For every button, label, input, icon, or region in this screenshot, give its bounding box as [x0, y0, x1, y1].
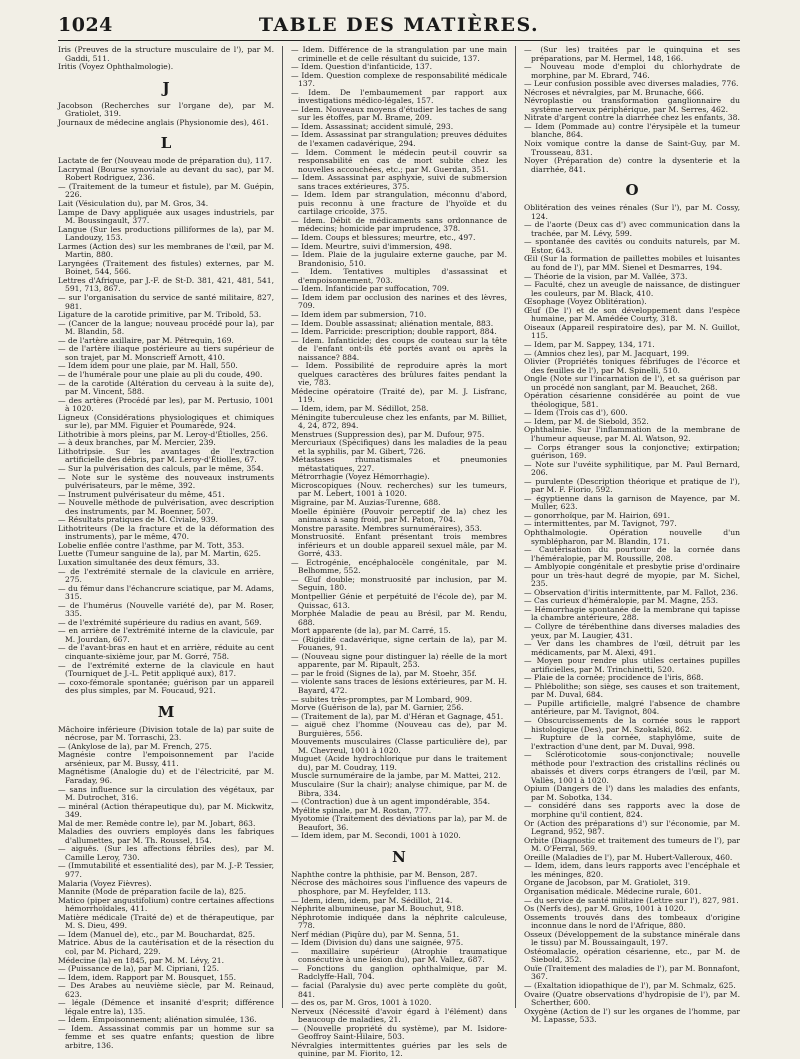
index-entry: — Cautérisation du pourtour de la cornée dans l'héméralopie, par M. Roussille, 208. [524, 545, 740, 563]
index-entry: Organisation médicale. Médecine rurale, 601. [524, 886, 702, 896]
index-entry: Larmes (Action des) sur les membranes de l'œil, par M. Martin, 880. [58, 241, 274, 260]
index-entry: — (Traitement de la), par M. d'Héran et Gagnage, 451. [291, 711, 504, 721]
index-entry: Œuf (De l') et de son développement dans l'espèce humaine, par M. Amédée Courty, 318. [524, 305, 740, 324]
index-entry: — Idem. Infanticide; des coups de couteau sur la tête de l'enfant ont-ils été portés avant ou après la naissance? 884. [291, 335, 507, 362]
index-entry: — Pupille artificielle, malgré l'absence de chambre antérieure, par M. Tavignot, 804. [524, 698, 740, 717]
index-entry: — Faculté, chez un aveugle de naissance, de distinguer les couleurs, par M. Black, 410. [524, 280, 740, 298]
index-entry: — Idem (Pommade au) contre l'érysipèle et la tumeur blanche, 864. [524, 121, 740, 140]
index-entry: Organe de Jacobson, par M. Gratiolet, 319. [524, 878, 691, 888]
index-entry: Mal de mer. Remède contre le), par M. Jobart, 863. [58, 818, 256, 828]
index-entry: — (Contraction) due à un agent impondérable, 354. [291, 797, 491, 807]
index-entry: Médecine opératoire (Traité de), par M. J. Lisfranc, 119. [291, 386, 507, 405]
index-entry: — aiguës. (Sur les affections fébriles des), par M. Camille Leroy, 730. [58, 844, 274, 862]
index-entry: Noix vomique contre la danse de Saint-Guy, par M. Trousseau, 831. [524, 139, 740, 157]
index-entry: Ostéomalacie, opération césarienne, etc., par M. de Siebold, 352. [524, 946, 740, 965]
index-entry: — (Amnios chez les), par M. Jacquart, 199. [524, 348, 690, 358]
index-entry: Métastases rhumatismales et pneumonies métastatiques, 227. [291, 455, 507, 473]
index-entry: Naphthe contre la phthisie, par M. Benson, 287. [291, 869, 478, 879]
index-entry: — du service de santé militaire (Lettre sur l'), 827, 981. [524, 895, 739, 905]
index-entry: Lobelie enflée contre l'asthme, par M. Tott, 353. [58, 540, 245, 550]
index-entry: — Corps étranger sous la conjonctive; extirpation; guérison, 169. [524, 442, 740, 461]
index-entry: Oiseaux (Appareil respiratoire des), par M. N. Guillot, 115. [524, 322, 740, 341]
index-entry: — Idem, idem, dans leurs rapports avec l'encéphale et les méninges, 820. [524, 861, 740, 879]
index-entry: — Idem. Assassinat commis par un homme sur sa femme et ses quatre enfants; question de libre arbitre, 136. [58, 1023, 274, 1050]
index-entry: — Idem (Manuel de), etc., par M. Bouchardat, 825. [58, 929, 256, 939]
index-entry: — Idem (Division du) dans une saignée, 975. [291, 938, 464, 948]
index-entry: — Idem. Empoisonnement; aliénation simulée, 136. [58, 1015, 257, 1025]
section-letter: N [392, 847, 406, 866]
index-entry: Nitrate d'argent contre la diarrhée chez les enfants, 38. [524, 113, 740, 123]
index-entry: — (Nouvelle propriété du système), par M. Isidore-Geoffroy Saint-Hilaire, 503. [291, 1023, 507, 1042]
index-entry: — Note sur le système des nouveaux instruments pulvérisateurs, par le même, 392. [58, 472, 274, 491]
index-entry: — sur l'organisation du service de santé militaire, 827, 981. [58, 293, 274, 311]
index-entry: Nerf médian (Piqûre du), par M. Senna, 51. [291, 929, 460, 939]
index-entry: Iris (Preuves de la structure musculaire de l'), par M. Gaddi, 511. [58, 45, 274, 63]
index-entry: Lacrymal (Bourse synoviale au devant du sac), par M. Robert Rodriguez, 236. [58, 164, 274, 183]
index-entry: — de l'humérus (Nouvelle variété de), par M. Roser, 335. [58, 600, 274, 619]
index-entry: — minéral (Action thérapeutique du), par M. Mickwitz, 349. [58, 801, 274, 820]
index-entry: — Idem idem, par M. Secondi, 1001 à 1020. [291, 831, 461, 841]
index-entry: Muguet (Acide hydrochlorique pur dans le traitement du), par M. Coudray, 119. [291, 754, 507, 772]
index-entry: — de l'artère axillaire, par M. Pétrequin, 169. [58, 335, 234, 345]
index-entry: — (Sur les) traitées par le quinquina et ses préparations, par M. Hermel, 148, 166. [524, 45, 740, 63]
index-entry: Morve (Guérison de la), par M. Garnier, 256. [291, 703, 464, 713]
index-entry: — Idem, idem. Rapport par M. Bousquet, 155. [58, 972, 237, 982]
header-rule [58, 40, 740, 41]
index-entry: Lithotriteurs (De la fracture et de la déformation des instruments), par le même, 470. [58, 523, 274, 542]
index-entry: — Idem. Plaie de la jugulaire externe gauche, par M. Brandonisio, 510. [291, 250, 507, 268]
index-entry: — Idem idem par submersion, 710. [291, 309, 427, 319]
index-entry: — de l'extrémité externe de la clavicule en haut (Tourniquet de J.-L. Petit appliqué aux), 817. [58, 660, 274, 679]
index-entry: Métrorrhagie (Voyez Hémorrhagie). [291, 472, 430, 482]
index-entry: — Fonctions du ganglion ophthalmique, par M. Radclyffe-Hall, 704. [291, 963, 507, 982]
index-entry: — subites très-promptes, par M Lombard, 909. [291, 694, 473, 704]
index-entry: — Amblyopie congénitale et presbytie prise d'ordinaire pour un très-haut degré de myopie, par M. Sichel, 235. [524, 562, 740, 589]
index-entry: — (Puissance de la), par M. Cipriani, 125. [58, 964, 220, 974]
index-entry: — Idem. Coups et blessures; meurtre, etc., 497. [291, 233, 476, 243]
index-entry: Nerveux (Nécessité d'avoir égard à l'élément) dans beaucoup de maladies, 21. [291, 1006, 507, 1025]
index-entry: Lactate de fer (Nouveau mode de préparation du), 117. [58, 156, 272, 166]
page-header [58, 12, 740, 40]
index-entry: Médecine (la) en 1845, par M. M. Lévy, 21. [58, 955, 225, 965]
index-entry: Malaria (Voyez Fièvres). [58, 878, 152, 888]
index-entry: Matière médicale (Traité de) et de thérapeutique, par M. S. Dieu, 499. [58, 912, 274, 931]
section-letter: M [157, 702, 175, 721]
index-entry: Magnésie contre l'empoisonnement par l'acide arsénieux, par M. Bussy, 411. [58, 750, 274, 768]
index-entry: — Idem. Comment le médecin peut-il couvrir sa responsabilité en cas de mort subite chez les nouvelles accouchées, etc.; par M. Guerdan, 351. [291, 147, 507, 174]
index-entry: — (Cancer de la langue; nouveau procédé pour la), par M. Blandin, 58. [58, 318, 274, 337]
index-entry: — Idem. Débit de médicaments sans ordonnance de médecins; homicide par imprudence, 378. [291, 215, 507, 234]
page-title: TABLE DES MATIÈRES. [258, 14, 540, 36]
index-entry: — sans influence sur la circulation des végétaux, par M. Dutrochet, 316. [58, 784, 274, 803]
index-entry: Muscle surnuméraire de la jambe, par M. Mattei, 212. [291, 771, 501, 781]
index-entry: — Idem idem par occlusion des narines et des lèvres, 709. [291, 292, 507, 311]
index-entry: — Phlébolithe; son siège, ses causes et son traitement, par M. Duval, 684. [524, 681, 740, 700]
index-entry: Maladies des ouvriers employés dans les fabriques d'allumettes, par M. Th. Roussel, 154. [58, 827, 274, 845]
index-entry: — de l'aorte (Deux cas d') avec communication dans la trachée, par M. Lévy, 599. [524, 220, 740, 238]
index-entry: — Œuf double; monstruosité par inclusion, par M. Seguin, 180. [291, 574, 507, 593]
index-entry: — Des Arabes au neuvième siècle, par M. Reinaud, 623. [58, 981, 274, 999]
index-entry: — de l'avant-bras en haut et en arrière, réduite au cent cinquante-sixième jour, par M. Gorré, 758. [58, 643, 274, 661]
index-entry: — Ver dans les chambres de l'œil, détruit par les médicaments, par M. Alexi, 491. [524, 639, 740, 657]
index-entry: — des artères (Procédé par les), par M. Pertusio, 1001 à 1020. [58, 395, 274, 414]
section-letter: L [160, 134, 172, 153]
index-entry: Mort apparente (de la), par M. Carré, 15. [291, 626, 451, 636]
index-entry: — Idem. Question d'infanticide, 137. [291, 62, 433, 72]
index-entry: — Idem. De l'embaumement par rapport aux investigations médico-légales, 157. [291, 87, 507, 106]
index-entry: Langue (Sur les productions pilliformes de la), par M. Landouzy, 153. [58, 224, 274, 243]
index-entry: Opium (Dangers de l') dans les maladies des enfants, par M. Sobotka, 134. [524, 784, 740, 802]
index-entry: — par le froid (Signes de la), par M. Stoehr, 35f. [291, 668, 477, 678]
index-entry: Méningite tuberculeuse chez les enfants, par M. Billiet, 4, 24, 872, 894. [291, 412, 507, 431]
index-entry: Ongle (Note sur l'incarnation de l'), et sa guérison par un procédé non sanglant, par M. Beauchet, 268. [524, 374, 740, 392]
index-entry: Oreille (Maladies de l'), par M. Hubert-Valleroux, 460. [524, 852, 733, 862]
index-entry: Moelle épinière (Pouvoir perceptif de la) chez les animaux à sang froid, par M. Paton, 704. [291, 506, 507, 525]
index-entry: Morphée Maladie de peau au Brésil, par M. Rendu, 688. [291, 609, 507, 627]
index-entry: — Idem. Possibilité de reproduire après la mort quelques caractères des brûlures faites pendant la vie, 783. [291, 361, 507, 388]
index-entry: — considéré dans ses rapports avec la dose de morphine qu'il contient, 824. [524, 801, 740, 820]
index-entry: Orbite (Diagnostic et traitement des tumeurs de l'), par M. O'Ferral, 569. [524, 835, 740, 854]
index-entry: Mannite (Mode de préparation facile de la), 825. [58, 887, 246, 897]
index-entry: — Idem. Nouveaux moyens d'étudier les taches de sang sur les étoffes, par M. Brame, 209. [291, 104, 507, 123]
index-entry: Osseux (Développement de la substance minérale dans le tissu) par M. Boussaingault, 197. [524, 929, 740, 948]
index-entry: — Scléroticotomie sous-conjonctivale; nouvelle méthode pour l'extraction des cristallins réclinés ou abaissés et divers corps étrangers de l'œil, par M. Vallès, 1001 à 1020. [524, 750, 740, 785]
index-entry: — en arrière de l'extrémité interne de la clavicule, par M. Jourdan, 667. [58, 626, 274, 644]
index-entry: — gonorrhoïque, par M. Hairion, 691. [524, 510, 670, 520]
index-entry: — coxo-fémorale spontanée; guérison par un appareil des plus simples, par M. Foucaud, 921. [58, 677, 274, 696]
section-letter: O [625, 181, 639, 200]
index-entry: — Sur la pulvérisation des calculs, par le même, 354. [58, 463, 264, 473]
index-entry: — Idem. Assassinat par asphyxie, suivi de submersion sans traces extérieures, 375. [291, 173, 507, 191]
index-entry: — intermittentes, par M. Tavignot, 797. [524, 519, 677, 529]
index-entry: — (Exaltation idiopathique de l'), par M. Schmalz, 625. [524, 980, 736, 990]
index-entry: — Idem, par M. de Siebold, 352. [524, 416, 649, 426]
index-column-3 [524, 45, 740, 1025]
index-entry: — purulente (Description théorique et pratique de l'), par M. F. Fiorio, 592. [524, 476, 740, 495]
index-entry: — Idem idem pour une plaie, par M. Hall, 550. [58, 361, 238, 371]
index-entry: — du fémur dans l'échancrure sciatique, par M. Adams, 315. [58, 583, 274, 602]
column-separator [282, 46, 283, 1008]
index-entry: — Théorie de la vision, par M. Vallée, 373. [524, 271, 688, 281]
index-entry: Montpellier Génie et perpétuité de l'école de), par M. Quissac, 613. [291, 592, 507, 610]
index-entry: — Idem, par M. Sappey, 134, 171. [524, 339, 655, 349]
index-entry: Lithotribie à mors pleins, par M. Leroy-d'Étiolles, 256. [58, 429, 268, 439]
index-entry: Ouïe (Traitement des maladies de l'), par M. Bonnafont, 367. [524, 963, 740, 982]
index-entry: — (Nouveau signe pour distinguer la) réelle de la mort apparente, par M. Ripault, 253. [291, 651, 507, 670]
index-entry: Musculaire (Sur la chair); analyse chimique, par M. de Bibra, 334. [291, 780, 507, 798]
index-entry: Oxygène (Action de l') sur les organes de l'homme, par M. Lapasse, 533. [524, 1006, 740, 1025]
index-entry: Luette (Tumeur sanguine de la), par M. Martin, 625. [58, 549, 261, 559]
index-entry: Mercuriaux (Spécifiques) dans les maladies de la peau et la syphilis, par M. Gibert, 726. [291, 438, 507, 456]
index-entry: Myélite spinale, par M. Rostan, 777. [291, 805, 432, 815]
index-entry: Microscopiques (Nouv. recherches) sur les tumeurs, par M. Lebert, 1001 à 1020. [291, 480, 507, 499]
index-entry: Lampe de Davy appliquée aux usages industriels, par M. Boussingault, 377. [58, 207, 274, 226]
index-entry: — de l'humérale pour une plaie au pli du coude, 490. [58, 369, 263, 379]
column-separator [515, 46, 516, 1008]
index-entry: Mouvements musculaires (Classe particulière de), par M. Chevreul, 1001 à 1020. [291, 737, 507, 755]
index-entry: — Rupture de la cornée, staphylôme, suite de l'extraction d'une dent, par M. Duval, 998. [524, 733, 740, 751]
index-entry: — Idem. Différence de la strangulation par une main criminelle et de celle résultant du suicide, 137. [291, 45, 507, 63]
index-entry: Olivier (Propriétés toniques fébrifuges de l'écorce et des feuilles de l'), par M. Spinelli, 510. [524, 357, 740, 375]
index-entry: — égyptienne dans la garnison de Mayence, par M. Muller, 623. [524, 493, 740, 512]
index-entry: — Instrument pulvérisateur du même, 451. [58, 489, 225, 499]
index-entry: Ligneux (Considérations physiologiques et chimiques sur le), par MM. Figuier et Poumarède, 924. [58, 412, 274, 431]
index-entry: — aiguë chez l'homme (Nouveau cas de), par M. Burguières, 556. [291, 720, 507, 738]
index-entry: — facial (Paralysie du) avec perte complète du goût, 841. [291, 980, 507, 999]
index-entry: Névroplastie ou transformation ganglionnaire du système nerveux périphérique, par M. Serres, 462. [524, 96, 740, 114]
index-entry: Nécrose des mâchoires sous l'influence des vapeurs de phosphore, par M. Heyfelder, 113. [291, 878, 507, 896]
index-entry: — de la carotide (Altération du cerveau à la suite de), par M. Vincent, 588. [58, 378, 274, 397]
index-entry: — violente sans traces de lésions extérieures, par M. H. Bayard, 472. [291, 677, 507, 696]
index-entry: — Idem, idem, idem, par M. Sédillot, 214. [291, 895, 453, 905]
index-entry: — Hémorrhagie spontanée de la membrane qui tapisse la chambre antérieure, 288. [524, 604, 740, 623]
index-entry: Migraine, par M. Auzias-Turenne, 688. [291, 497, 441, 507]
index-entry: — Idem. Parricide: prescription; double rapport, 884. [291, 327, 497, 337]
index-entry: Névralgies intermittentes guéries par les sels de quinine, par M. Fiorito, 12. [291, 1040, 507, 1059]
index-column-1 [58, 45, 274, 1050]
index-entry: Monstre parasite. Membres surnuméraires), 353. [291, 523, 482, 533]
index-entry: — spontanée des cavités ou conduits naturels, par M. Estor, 643. [524, 237, 740, 255]
index-entry: Œil (Sur la formation de paillettes mobiles et luisantes au fond de l'), par MM. Sienel et Desmarres, 194. [524, 254, 740, 273]
index-entry: — Plaie de la cornée; procidence de l'iris, 868. [524, 673, 704, 683]
index-entry: — Collyre de térébenthine dans diverses maladies des yeux, par M. Laugier, 431. [524, 622, 740, 640]
index-entry: Magnétisme (Analogie du) et de l'électricité, par M. Faraday, 96. [58, 767, 274, 786]
index-entry: Ophthalmologie. Opération nouvelle d'un symblépharon, par M. Blandin, 171. [524, 527, 740, 546]
index-entry: — de l'extrémité supérieure du radius en avant, 569. [58, 617, 262, 627]
index-entry: — Idem. Infanticide par suffocation, 709. [291, 284, 450, 294]
index-entry: — des os, par M. Gros, 1001 à 1020. [291, 998, 432, 1008]
index-entry: Oblitération des veines rénales (Sur l'), par M. Cossy, 124. [524, 203, 740, 221]
index-entry: — Obscurcissements de la cornée sous le rapport histologique (Des), par M. Szokalski, 862. [524, 716, 740, 734]
index-entry: — Idem. Assassinat par strangulation; preuves déduites de l'examen cadavérique, 294. [291, 130, 507, 149]
index-entry: Ophthalmie. Sur l'inflammation de la membrane de l'humeur aqueuse, par M. Al. Watson, 92. [524, 425, 740, 443]
index-entry: — (Traitement de la tumeur et fistule), par M. Guépin, 226. [58, 181, 274, 200]
index-entry: — Ectrogénie, encéphalocèle congénitale, par M. Belhomme, 552. [291, 557, 507, 576]
index-entry: Myotomie (Traitement des déviations par la), par M. de Beaufort, 36. [291, 814, 507, 832]
index-entry: — légale (Démence et insanité d'esprit; différence légale entre la), 135. [58, 998, 274, 1016]
index-entry: — de l'extrémité sternale de la clavicule en arrière, 275. [58, 566, 274, 585]
index-entry: Néphrotomie indiquée dans la néphrite calculeuse, 778. [291, 912, 507, 931]
index-entry: — Leur confusion possible avec diverses maladies, 776. [524, 79, 739, 89]
index-entry: — Idem. Question complexe de responsabilité médicale 137. [291, 70, 507, 89]
index-column-2 [291, 45, 507, 1059]
index-entry: Monstruosité. Enfant présentant trois membres inférieurs et un double appareil sexuel mâle, par M. Gorré, 433. [291, 532, 507, 559]
index-entry: Menstrues (Suppression des), par M. Dufour, 975. [291, 429, 485, 439]
index-entry: Néphrite albumineuse, par M. Bouchut, 918. [291, 904, 464, 914]
index-entry: — Nouvelle méthode de pulvérisation, avec description des instruments, par M. Boenner, 507. [58, 498, 274, 516]
index-entry: Laryngées (Traitement des fistules) externes, par M. Boinet, 544, 566. [58, 258, 274, 277]
index-entry: — Idem. Tentatives multiples d'assassinat et d'empoisonnement, 703. [291, 267, 507, 285]
index-entry: Opération césarienne considérée au point de vue théologique, 581. [524, 391, 740, 409]
index-entry: — maxillaire supérieur (Atrophie traumatique consécutive à une lésion du), par M. Vallez, 687. [291, 946, 507, 965]
index-entry: Ligature de la carotide primitive, par M. Tribold, 53. [58, 310, 262, 320]
index-entry: — (Rigidité cadavérique, signe certain de la), par M. Fouanes, 91. [291, 634, 507, 653]
index-entry: Matrice. Abus de la cautérisation et de la résection du col, par M. Pichard, 229. [58, 938, 274, 956]
index-entry: — Idem. Meurtre, suivi d'immersion, 498. [291, 241, 452, 251]
index-entry: — Résultats pratiques de M. Civiale, 939. [58, 515, 218, 525]
section-letter: J [162, 78, 170, 97]
index-entry: — Idem. Double assassinat; aliénation mentale, 883. [291, 318, 494, 328]
index-entry: Nécroses et névralgies, par M. Brunache, 666. [524, 87, 704, 97]
index-entry: — (Ankylose de la), par M. French, 275. [58, 741, 212, 751]
index-entry: Luxation simultanée des deux fémurs, 33. [58, 557, 220, 567]
index-entry: Lithotripsie. Sur les avantages de l'extraction artificielle des débris, par M. Leroy-d'Étiolles, 67. [58, 446, 274, 465]
index-entry: — Note sur l'uvéite syphilitique, par M. Paul Bernard, 206. [524, 459, 740, 478]
index-entry: Journaux de médecine anglais (Physionomie des), 461. [58, 117, 269, 127]
index-entry: Ossements trouvés dans des tombeaux d'origine inconnue dans le nord de l'Afrique, 880. [524, 912, 740, 931]
index-entry: Lettres d'Afrique, par J.-F. de St-D. 381, 421, 481, 541, 591, 713, 867. [58, 275, 274, 294]
index-entry: Matico (piper angustifolium) contre certaines affections hémorrhoïdales, 411. [58, 895, 274, 914]
index-entry: — à deux branches, par M. Mercier, 239. [58, 438, 216, 448]
index-entry: Noyer (Préparation de) contre la dysenterie et la diarrhée, 841. [524, 156, 740, 174]
index-entry: — Idem (Trois cas d'), 600. [524, 408, 628, 418]
index-entry: Or (Action des préparations d') sur l'économie, par M. Legrand, 952, 987. [524, 818, 740, 837]
index-entry: Mâchoire inférieure (Division totale de la) par suite de nécrose, par M. Torraschi, 23. [58, 724, 274, 743]
index-entry: Lait (Vésiculation du), par M. Gros, 34. [58, 199, 209, 209]
index-entry: Jacobson (Recherches sur l'organe de), par M. Gratiolet, 319. [58, 100, 274, 119]
index-entry: — Moyen pour rendre plus utiles certaines pupilles artificielles, par M. Trinchinetti, 520. [524, 656, 740, 674]
index-entry: — Idem. Idem par strangulation, méconnu d'abord, puis reconnu à une fracture de l'hyoïde et du cartilage cricoïde, 375. [291, 190, 507, 217]
index-entry: — Nouveau mode d'emploi du chlorhydrate de morphine, par M. Ebrard, 746. [524, 62, 740, 80]
index-entry: — Idem, idem, par M. Sédillot, 258. [291, 403, 429, 413]
index-entry: — Observation d'iritis intermittente, par M. Fallot, 236. [524, 587, 739, 597]
index-entry: — (Immutabilité et essentialité des), par M. J.-P. Tessier, 977. [58, 861, 274, 880]
index-entry: — de l'artère iliaque postérieure au tiers supérieur de son trajet, par M. Monscrieff Arnott, 410. [58, 344, 274, 362]
index-entry: — Cas curieux d'héméralopie, par M. Magne, 253. [524, 596, 719, 606]
index-entry: Iritis (Voyez Ophthalmologie). [58, 62, 174, 72]
index-entry: Œsophage (Voyez Oblitération). [524, 297, 647, 307]
index-entry: — Idem. Assassinat; accident simulé, 293. [291, 121, 454, 131]
index-entry: Ovaire (Quatre observations d'hydropisie de l'), par M. Scherther, 600. [524, 989, 740, 1008]
page-number: 1024 [58, 14, 113, 36]
index-columns [58, 45, 740, 1059]
index-entry: Os (Nerfs des), par M. Gros, 1001 à 1020. [524, 904, 686, 914]
